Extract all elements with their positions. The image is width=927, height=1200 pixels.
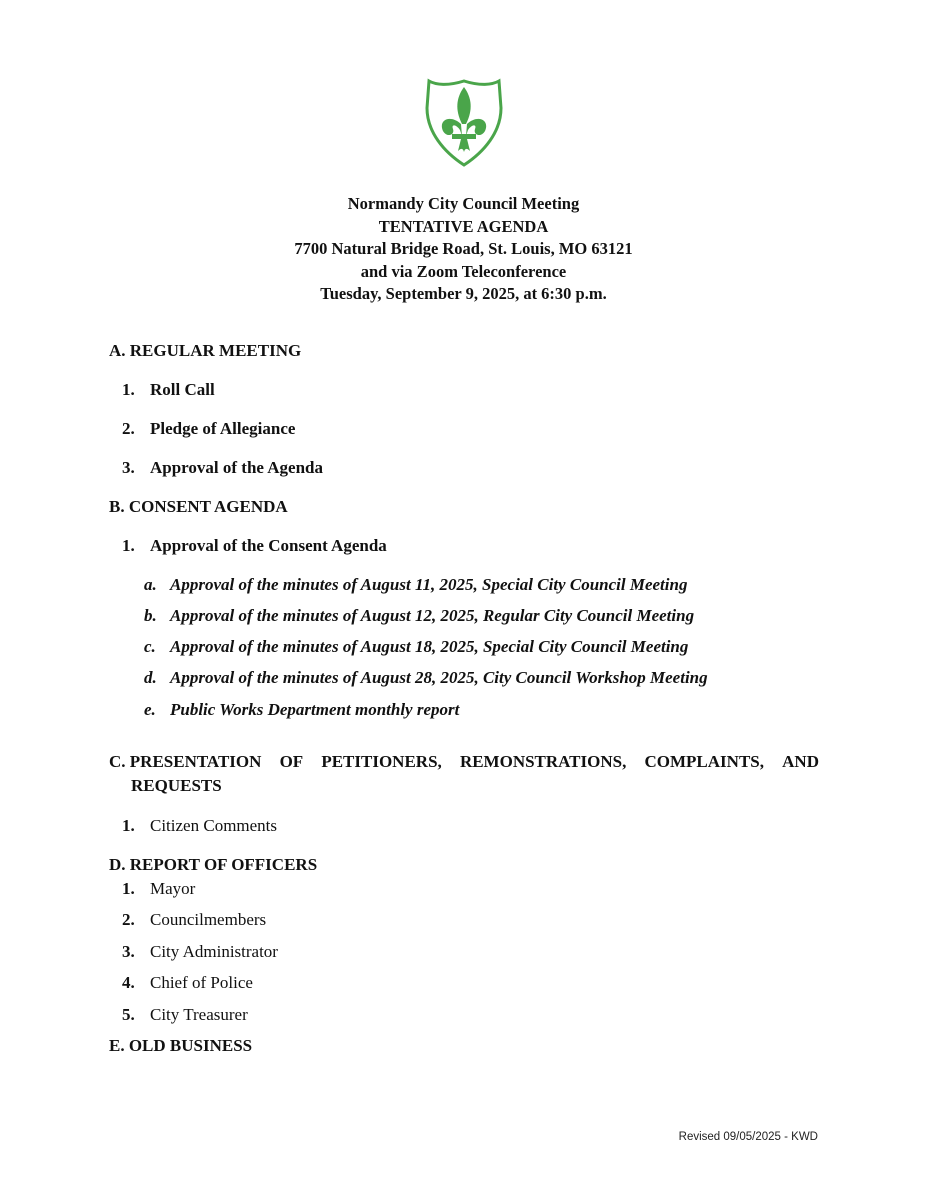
agenda-subtitle: TENTATIVE AGENDA xyxy=(378,216,549,236)
fleur-de-lis-shield-icon xyxy=(424,78,504,168)
title-word: OF xyxy=(279,752,304,771)
list-item xyxy=(122,536,387,556)
item-text: Chief of Police xyxy=(150,973,253,992)
section-c-title xyxy=(109,750,819,798)
sub-item-text: Public Works Department monthly report xyxy=(170,700,460,719)
list-item xyxy=(122,816,277,836)
item-text: Pledge of Allegiance xyxy=(150,419,296,438)
item-text: City Administrator xyxy=(150,942,278,961)
section-d-title: D. REPORT OF OFFICERS xyxy=(109,855,318,874)
item-text: Councilmembers xyxy=(150,910,267,929)
sub-item-letter: b. xyxy=(144,606,157,625)
item-text: Approval of the Consent Agenda xyxy=(150,536,387,555)
item-number: 4. xyxy=(122,973,135,992)
title-word: COMPLAINTS, xyxy=(644,752,764,771)
item-number: 1. xyxy=(122,380,135,399)
meeting-remote: and via Zoom Teleconference xyxy=(360,261,567,281)
title-word: REMONSTRATIONS, xyxy=(459,752,627,771)
item-text: Citizen Comments xyxy=(150,816,278,835)
list-item xyxy=(122,380,215,400)
item-text: Roll Call xyxy=(150,380,215,399)
sub-item-letter: d. xyxy=(144,668,157,687)
item-number: 5. xyxy=(122,1005,135,1024)
list-item xyxy=(122,419,295,439)
title-word: AND xyxy=(782,752,819,771)
item-number: 2. xyxy=(122,910,135,929)
sub-item-text: Approval of the minutes of August 18, 2025, Special City Council Meeting xyxy=(170,637,689,656)
list-item xyxy=(122,458,323,478)
sub-item xyxy=(144,637,688,657)
sub-item-letter: c. xyxy=(144,637,156,656)
list-item xyxy=(122,910,266,930)
item-number: 1. xyxy=(122,536,135,555)
list-item xyxy=(122,942,278,962)
item-number: 2. xyxy=(122,419,135,438)
sub-item xyxy=(144,575,687,595)
section-e-title: E. OLD BUSINESS xyxy=(109,1036,253,1055)
list-item xyxy=(122,1005,248,1025)
list-item xyxy=(122,973,253,993)
sub-item-text: Approval of the minutes of August 11, 2025, Special City Council Meeting xyxy=(170,575,688,594)
agenda-header xyxy=(0,193,927,306)
list-item xyxy=(122,879,195,899)
item-number: 1. xyxy=(122,879,135,898)
city-logo xyxy=(424,78,504,168)
sub-item-letter: a. xyxy=(144,575,157,594)
item-text: City Treasurer xyxy=(150,1005,248,1024)
item-text: Mayor xyxy=(150,879,196,898)
title-word: PETITIONERS, xyxy=(321,752,442,771)
item-text: Approval of the Agenda xyxy=(150,458,324,477)
sub-item xyxy=(144,700,459,720)
item-number: 3. xyxy=(122,458,135,477)
section-a-title: A. REGULAR MEETING xyxy=(109,341,302,360)
section-b-title: B. CONSENT AGENDA xyxy=(109,497,288,516)
meeting-address: 7700 Natural Bridge Road, St. Louis, MO 63121 xyxy=(294,239,633,259)
item-number: 3. xyxy=(122,942,135,961)
sub-item xyxy=(144,606,694,626)
sub-item-letter: e. xyxy=(144,700,156,719)
revision-note: Revised 09/05/2025 - KWD xyxy=(678,1131,818,1143)
title-word: C. PRESENTATION xyxy=(109,752,262,771)
sub-item xyxy=(144,668,708,688)
item-number: 1. xyxy=(122,816,135,835)
sub-item-text: Approval of the minutes of August 12, 2025, Regular City Council Meeting xyxy=(170,606,695,625)
sub-item-text: Approval of the minutes of August 28, 2025, City Council Workshop Meeting xyxy=(170,668,708,687)
meeting-title: Normandy City Council Meeting xyxy=(347,194,580,213)
meeting-datetime: Tuesday, September 9, 2025, at 6:30 p.m. xyxy=(320,284,607,304)
title-line2: REQUESTS xyxy=(131,776,222,795)
